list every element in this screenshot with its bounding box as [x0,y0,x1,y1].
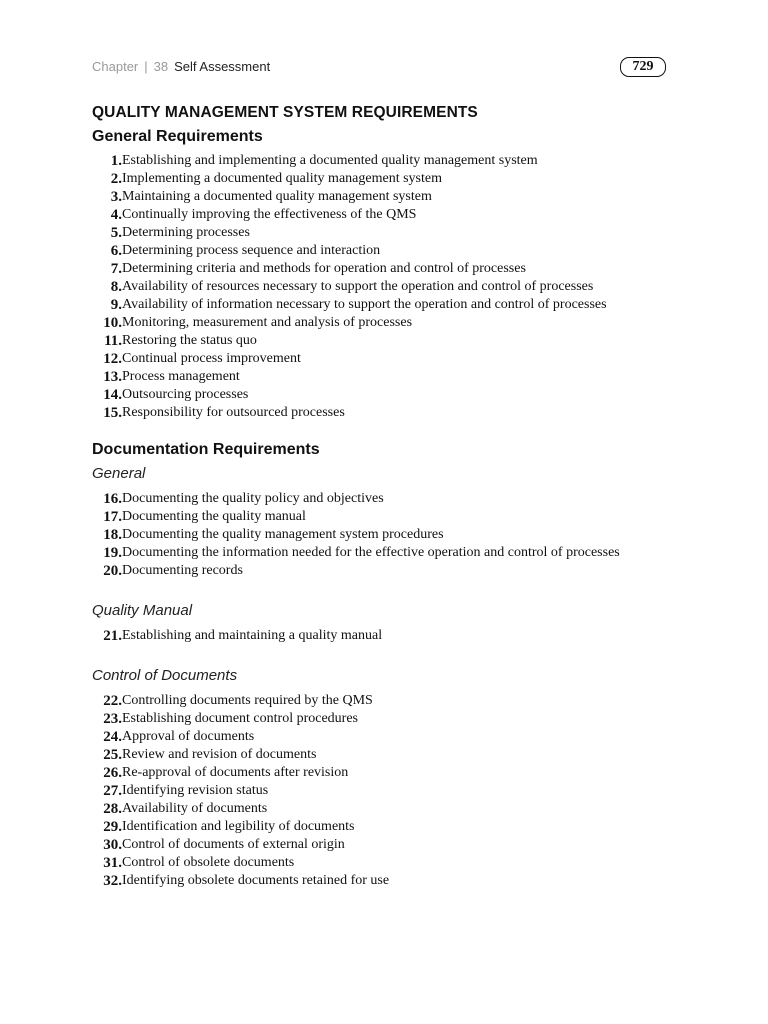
list-item [92,152,670,170]
header-left [92,59,270,74]
header-separator: | [144,59,148,74]
list-item [92,692,670,710]
list-item [92,508,670,526]
list-item [92,836,670,854]
list-item [92,872,670,890]
list-item [92,490,670,508]
item-text: Documenting the quality policy and objectives [122,491,384,506]
item-number: 6. [110,243,122,259]
item-number: 26. [103,765,122,781]
list-item [92,242,670,260]
list-item [92,224,670,242]
page-number: 729 [620,57,666,77]
list-item [92,368,670,386]
item-text: Control of obsolete documents [122,855,295,870]
item-number: 29. [103,819,122,835]
list-item [92,332,670,350]
item-text: Continual process improvement [122,351,301,366]
item-number: 5. [110,225,122,241]
item-number: 8. [110,279,122,295]
item-text: Establishing document control procedures [122,711,358,726]
item-text: Identifying obsolete documents retained for use [122,873,390,888]
list-item [92,350,670,368]
item-text: Maintaining a documented quality management system [122,189,432,204]
item-text: Documenting the quality management system procedures [122,527,444,542]
quality-manual-subheading: Quality Manual [92,602,193,619]
item-text: Determining processes [122,225,250,240]
item-number: 25. [103,747,122,763]
item-number: 28. [103,801,122,817]
list-item [92,314,670,332]
item-number: 20. [103,563,122,579]
list-item [92,710,670,728]
item-text: Controlling documents required by the QMS [122,693,373,708]
list-item [92,764,670,782]
item-text: Identifying revision status [122,783,269,798]
item-text: Documenting records [122,563,243,578]
item-number: 21. [103,628,122,644]
control-of-documents-subheading: Control of Documents [92,667,238,684]
item-text: Continually improving the effectiveness of the QMS [122,207,417,222]
item-number: 27. [103,783,122,799]
item-text: Monitoring, measurement and analysis of processes [122,315,413,330]
control-of-documents-list [92,692,670,890]
item-number: 4. [110,207,122,223]
item-text: Identification and legibility of documents [122,819,355,834]
list-item [92,627,670,645]
main-heading: QUALITY MANAGEMENT SYSTEM REQUIREMENTS [92,104,478,121]
item-number: 1. [110,153,122,169]
chapter-number: 38 [153,59,169,74]
item-number: 7. [110,261,122,277]
item-text: Outsourcing processes [122,387,249,402]
list-item [92,562,670,580]
item-text: Restoring the status quo [122,333,257,348]
item-number: 10. [103,315,122,331]
item-text: Availability of resources necessary to support the operation and control of processes [122,279,594,294]
item-text: Availability of information necessary to support the operation and control of processes [122,297,607,312]
item-text: Availability of documents [122,801,268,816]
item-text: Control of documents of external origin [122,837,345,852]
list-item [92,782,670,800]
list-item [92,188,670,206]
item-number: 19. [103,545,122,561]
item-number: 3. [110,189,122,205]
list-item [92,404,670,422]
item-text: Implementing a documented quality management system [122,171,442,186]
documentation-general-list [92,490,670,580]
item-text: Process management [122,369,240,384]
item-number: 24. [103,729,122,745]
quality-manual-list [92,627,670,645]
documentation-requirements-heading: Documentation Requirements [92,441,320,458]
page-content [92,104,670,890]
item-number: 16. [103,491,122,507]
list-item [92,260,670,278]
item-number: 2. [110,171,122,187]
list-item [92,206,670,224]
general-requirements-heading: General Requirements [92,128,263,145]
list-item [92,854,670,872]
item-text: Determining criteria and methods for operation and control of processes [122,261,526,276]
item-number: 12. [103,351,122,367]
item-number: 13. [103,369,122,385]
item-text: Re-approval of documents after revision [122,765,349,780]
item-number: 18. [103,527,122,543]
list-item [92,296,670,314]
item-number: 9. [110,297,122,313]
chapter-title: Self Assessment [174,59,271,74]
list-item [92,800,670,818]
item-number: 31. [103,855,122,871]
general-subheading: General [92,465,146,482]
item-text: Approval of documents [122,729,255,744]
item-number: 30. [103,837,122,853]
general-requirements-list [92,152,670,422]
item-text: Review and revision of documents [122,747,317,762]
item-text: Establishing and maintaining a quality manual [122,628,383,643]
item-number: 14. [103,387,122,403]
item-text: Responsibility for outsourced processes [122,405,345,420]
list-item [92,170,670,188]
item-number: 17. [103,509,122,525]
list-item [92,544,670,562]
list-item [92,818,670,836]
running-header [92,58,666,80]
list-item [92,526,670,544]
list-item [92,386,670,404]
list-item [92,728,670,746]
item-text: Documenting the quality manual [122,509,306,524]
item-text: Documenting the information needed for the effective operation and control of processes [122,545,620,560]
item-number: 32. [103,873,122,889]
list-item [92,278,670,296]
item-number: 22. [103,693,122,709]
chapter-label: Chapter [92,59,139,74]
item-number: 23. [103,711,122,727]
item-number: 15. [103,405,122,421]
list-item [92,746,670,764]
item-text: Establishing and implementing a documented quality management system [122,153,538,168]
item-number: 11. [104,333,122,349]
item-text: Determining process sequence and interaction [122,243,381,258]
